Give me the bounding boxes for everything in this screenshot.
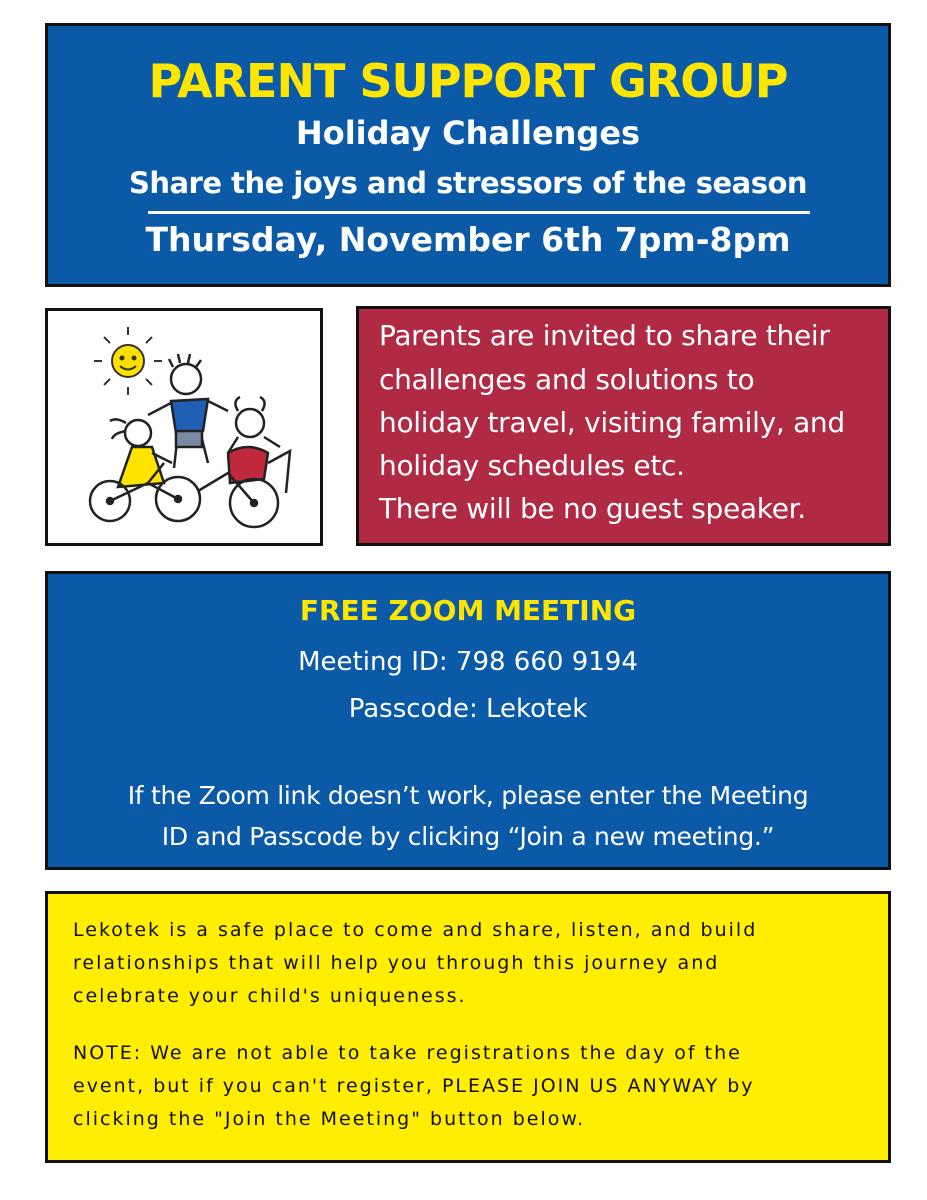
zoom-title: FREE ZOOM MEETING bbox=[299, 594, 637, 627]
about-text: relationships that will help you through this journey and bbox=[73, 952, 720, 974]
event-date: Thursday, November 6th 7pm-8pm bbox=[145, 220, 791, 259]
registration-note: NOTE: We are not able to take registrations the day of the bbox=[73, 1042, 742, 1064]
zoom-meeting-panel bbox=[45, 571, 891, 870]
girl-figure-yellow bbox=[110, 419, 172, 487]
children-illustration bbox=[45, 308, 323, 546]
meeting-passcode: Passcode: Lekotek bbox=[348, 694, 588, 724]
zoom-help-text: If the Zoom link doesn’t work, please enter the Meeting bbox=[127, 781, 809, 810]
event-tagline: Share the joys and stressors of the season bbox=[128, 166, 808, 200]
page-title: PARENT SUPPORT GROUP bbox=[148, 54, 788, 108]
zoom-help-text: ID and Passcode by clicking “Join a new meeting.” bbox=[161, 822, 775, 851]
invitation-panel bbox=[356, 306, 891, 546]
boy-figure bbox=[148, 354, 228, 468]
meeting-id: Meeting ID: 798 660 9194 bbox=[298, 647, 638, 677]
about-text: celebrate your child's uniqueness. bbox=[73, 985, 467, 1007]
invite-line: There will be no guest speaker. bbox=[379, 492, 806, 525]
event-subtitle: Holiday Challenges bbox=[295, 114, 641, 152]
about-text: Lekotek is a safe place to come and share, listen, and build bbox=[73, 919, 758, 941]
invite-line: Parents are invited to share their bbox=[379, 319, 830, 352]
header-banner bbox=[45, 23, 891, 287]
invite-line: challenges and solutions to bbox=[379, 363, 755, 396]
invite-line: holiday schedules etc. bbox=[379, 449, 685, 482]
registration-note: event, but if you can't register, PLEASE JOIN US ANYWAY by bbox=[73, 1075, 755, 1097]
registration-note: clicking the "Join the Meeting" button below. bbox=[73, 1108, 586, 1130]
underline-divider bbox=[148, 211, 810, 214]
kids-on-bikes-image bbox=[68, 323, 306, 535]
sun-icon bbox=[94, 327, 162, 395]
invite-line: holiday travel, visiting family, and bbox=[379, 406, 845, 439]
note-panel bbox=[45, 891, 891, 1163]
girl-figure-red bbox=[228, 397, 280, 483]
